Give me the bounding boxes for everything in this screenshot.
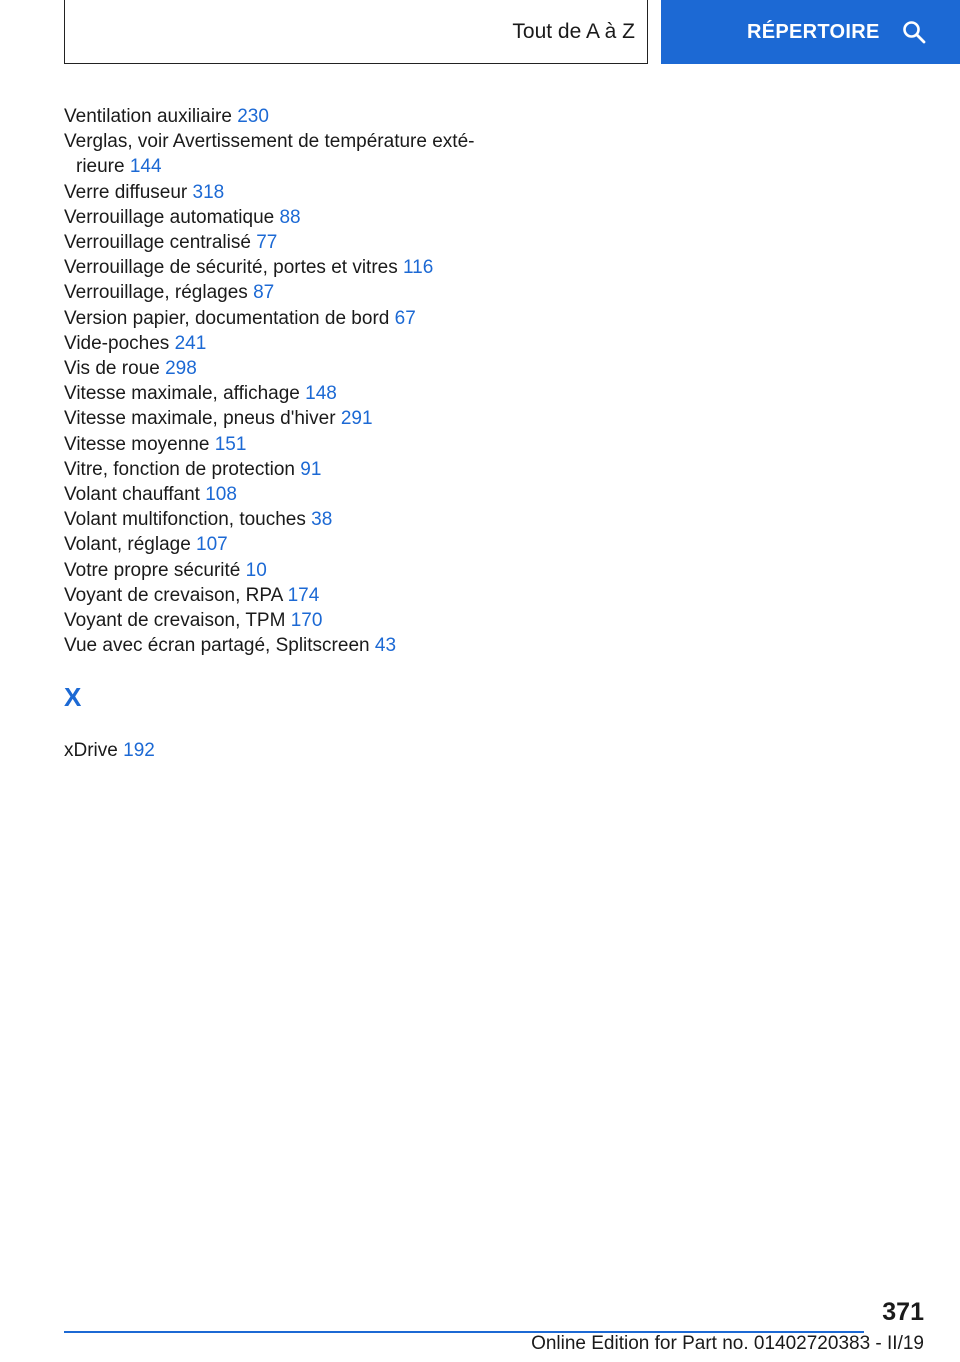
index-entry [64,432,494,457]
entry-text: Votre propre sécurité [64,559,241,581]
page-link[interactable]: 88 [279,206,301,228]
page-link[interactable]: 318 [192,181,225,203]
entry-text: xDrive [64,740,118,761]
page-link[interactable]: 108 [205,484,237,506]
directory-button[interactable] [661,0,960,64]
entry-text: Verrouillage, réglages [64,282,248,304]
index-entry [64,482,494,507]
index-entry [64,356,494,381]
edition-footer: Online Edition for Part no. 01402720383 - II/19 [531,1333,924,1354]
entry-text: Vitesse maximale, affichage [64,383,300,405]
page-link[interactable]: 10 [245,559,267,581]
entry-text: Ventilation auxiliaire [64,106,232,127]
entry-text: Vitesse moyenne [64,433,210,455]
directory-label: RÉPERTOIRE [747,20,880,43]
page-link[interactable]: 43 [374,635,397,657]
page-link[interactable]: 230 [237,106,269,127]
index-entry [64,406,494,431]
page-link[interactable]: 170 [290,610,323,632]
index-entry [64,205,494,230]
page-link[interactable]: 241 [174,332,207,354]
page-number: 371 [882,1298,924,1326]
page-link[interactable]: 144 [129,156,162,178]
index-entry [64,532,494,557]
index-entry [64,104,494,129]
index-entry-xdrive [64,738,155,763]
page-link[interactable]: 107 [196,534,228,556]
index-entry [64,558,494,583]
entry-text: Verglas, voir Avertissement de température extérieure [64,131,475,178]
section-title: Tout de A à Z [512,19,635,43]
entry-text: Voyant de crevaison, RPA [64,584,283,606]
entry-text: Vis de roue [64,358,160,380]
index-entry [64,583,494,608]
page-link[interactable]: 174 [287,584,320,606]
page-link[interactable]: 151 [214,433,247,455]
entry-text: Vide-poches [64,332,170,354]
page-link[interactable]: 67 [394,307,416,329]
page-link[interactable]: 148 [305,383,337,405]
index-entry [64,306,494,331]
page-link[interactable]: 91 [300,458,322,480]
index-entry [64,608,494,633]
entry-text: Verre diffuseur [64,181,188,203]
page-link[interactable]: 87 [253,282,275,304]
entry-text: Verrouillage de sécurité, portes et vitres [64,257,398,279]
page-link[interactable]: 77 [256,232,278,254]
entry-text: Volant chauffant [64,484,200,506]
entry-text: Verrouillage automatique [64,206,275,228]
index-entry [64,457,494,482]
index-entry [64,129,494,179]
page-link[interactable]: 38 [311,509,333,531]
entry-text: Voyant de crevaison, TPM [64,610,286,632]
index-entry [64,633,494,658]
index-entry [64,230,494,255]
index-entry [64,280,494,305]
search-icon [902,20,926,44]
entry-text: Vitre, fonction de protection [64,458,295,480]
entry-text: Version papier, documentation de bord [64,307,390,329]
index-entry [64,255,494,280]
page-link[interactable]: 291 [340,408,373,430]
index-entry [64,381,494,406]
section-letter-x: X [64,682,82,712]
entry-text: Vitesse maximale, pneus d'hiver [64,408,336,430]
entry-text: Volant multifonction, touches [64,509,306,531]
entry-text: Verrouillage centralisé [64,232,251,254]
entry-text: Volant, réglage [64,534,191,556]
section-title-tab[interactable] [64,0,648,64]
entry-text: Vue avec écran partagé, Splitscreen [64,635,370,657]
index-entry [64,507,494,532]
page-link[interactable]: 192 [123,740,155,761]
page-link[interactable]: 298 [165,358,197,380]
index-entry [64,331,494,356]
page-link[interactable]: 116 [403,257,434,279]
index-entry [64,180,494,205]
index-list [64,104,494,658]
